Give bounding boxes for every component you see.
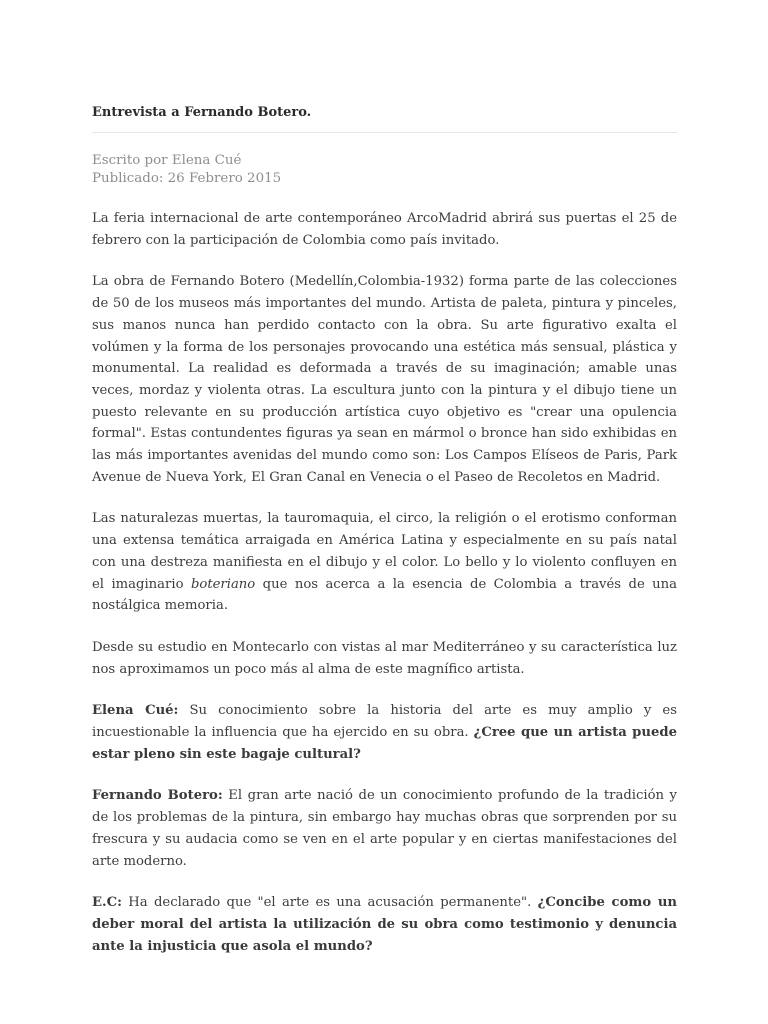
article-meta: [92, 152, 677, 188]
question-2-text: Ha declarado que "el arte es una acusación permanente".: [122, 895, 538, 911]
themes-text-end: que nos acerca a la esencia de Colombia a través de una nostálgica memoria.: [92, 576, 678, 614]
interview-question-1: [92, 700, 677, 765]
question-2-bold: ¿Concibe como un deber moral del artista la utilización de su obra como testimonio y denuncia ante la injusticia que asola el mundo?: [92, 895, 677, 954]
answer-1-text: El gran arte nació de un conocimiento profundo de la tradición y de los problemas de la pintura, sin embargo hay muchas obras que sorprenden por su frescura y su audacia como se ven en el arte popular y en ciertas manifestaciones del arte moderno.: [92, 788, 678, 869]
paragraph-intro: La feria internacional de arte contemporáneo ArcoMadrid abrirá sus puertas el 25 de febrero con la participación de Colombia como país invitado.: [92, 211, 677, 248]
paragraph-biography: La obra de Fernando Botero (Medellín,Colombia-1932) forma parte de las colecciones de 50 de los museos más importantes del mundo. Artista de paleta, pintura y pinceles, sus manos nunca han perdido contacto con la obra. Su arte figurativo exalta el volúmen y la forma de los personajes provocando una estética más sensual, plástica y monumental. La realidad es deformada a través de su imaginación; amable unas veces, mordaz y violenta otras. La escultura junto con la pintura y el dibujo tiene un puesto relevante en su producción artística cuyo objetivo es "crear una opulencia formal". Estas contundentes figuras ya sean en mármol o bronce han sido exhibidas en las más importantes avenidas del mundo como son: Los Campos Elíseos de Paris, Park Avenue de Nueva York, El Gran Canal en Venecia o el Paseo de Recoletos en Madrid.: [92, 274, 677, 485]
paragraph-themes: [92, 508, 677, 617]
paragraph-studio: Desde su estudio en Montecarlo con vistas al mar Mediterráneo y su característica luz nos aproximamos un poco más al alma de este magnífico artista.: [92, 639, 677, 677]
article: [92, 105, 677, 957]
published-line: Publicado: 26 Febrero 2015: [92, 171, 282, 186]
interview-question-2: [92, 892, 677, 957]
author-line: Escrito por Elena Cué: [92, 153, 242, 168]
interview-answer-1: [92, 785, 677, 872]
themes-italic-term: boteriano: [190, 576, 256, 592]
question-1-text: Su conocimiento sobre la historia del arte es muy amplio y es incuestionable la influencia que ha ejercido en su obra.: [92, 703, 677, 741]
speaker-interviewer-short: E.C:: [92, 895, 123, 911]
themes-text-start: Las naturalezas muertas, la tauromaquia, el circo, la religión o el erotismo conforman una extensa temática arraigada en América Latina y especialmente en su país natal con una destreza manifiesta en el dibujo y el color. Lo bello y lo violento confluyen en el imaginario: [92, 511, 677, 592]
article-title: Entrevista a Fernando Botero.: [92, 105, 677, 133]
question-1-bold: ¿Cree que un artista puede estar pleno sin este bagaje cultural?: [92, 725, 677, 762]
speaker-interviewer: Elena Cué:: [92, 703, 179, 719]
speaker-botero: Fernando Botero:: [92, 788, 223, 804]
